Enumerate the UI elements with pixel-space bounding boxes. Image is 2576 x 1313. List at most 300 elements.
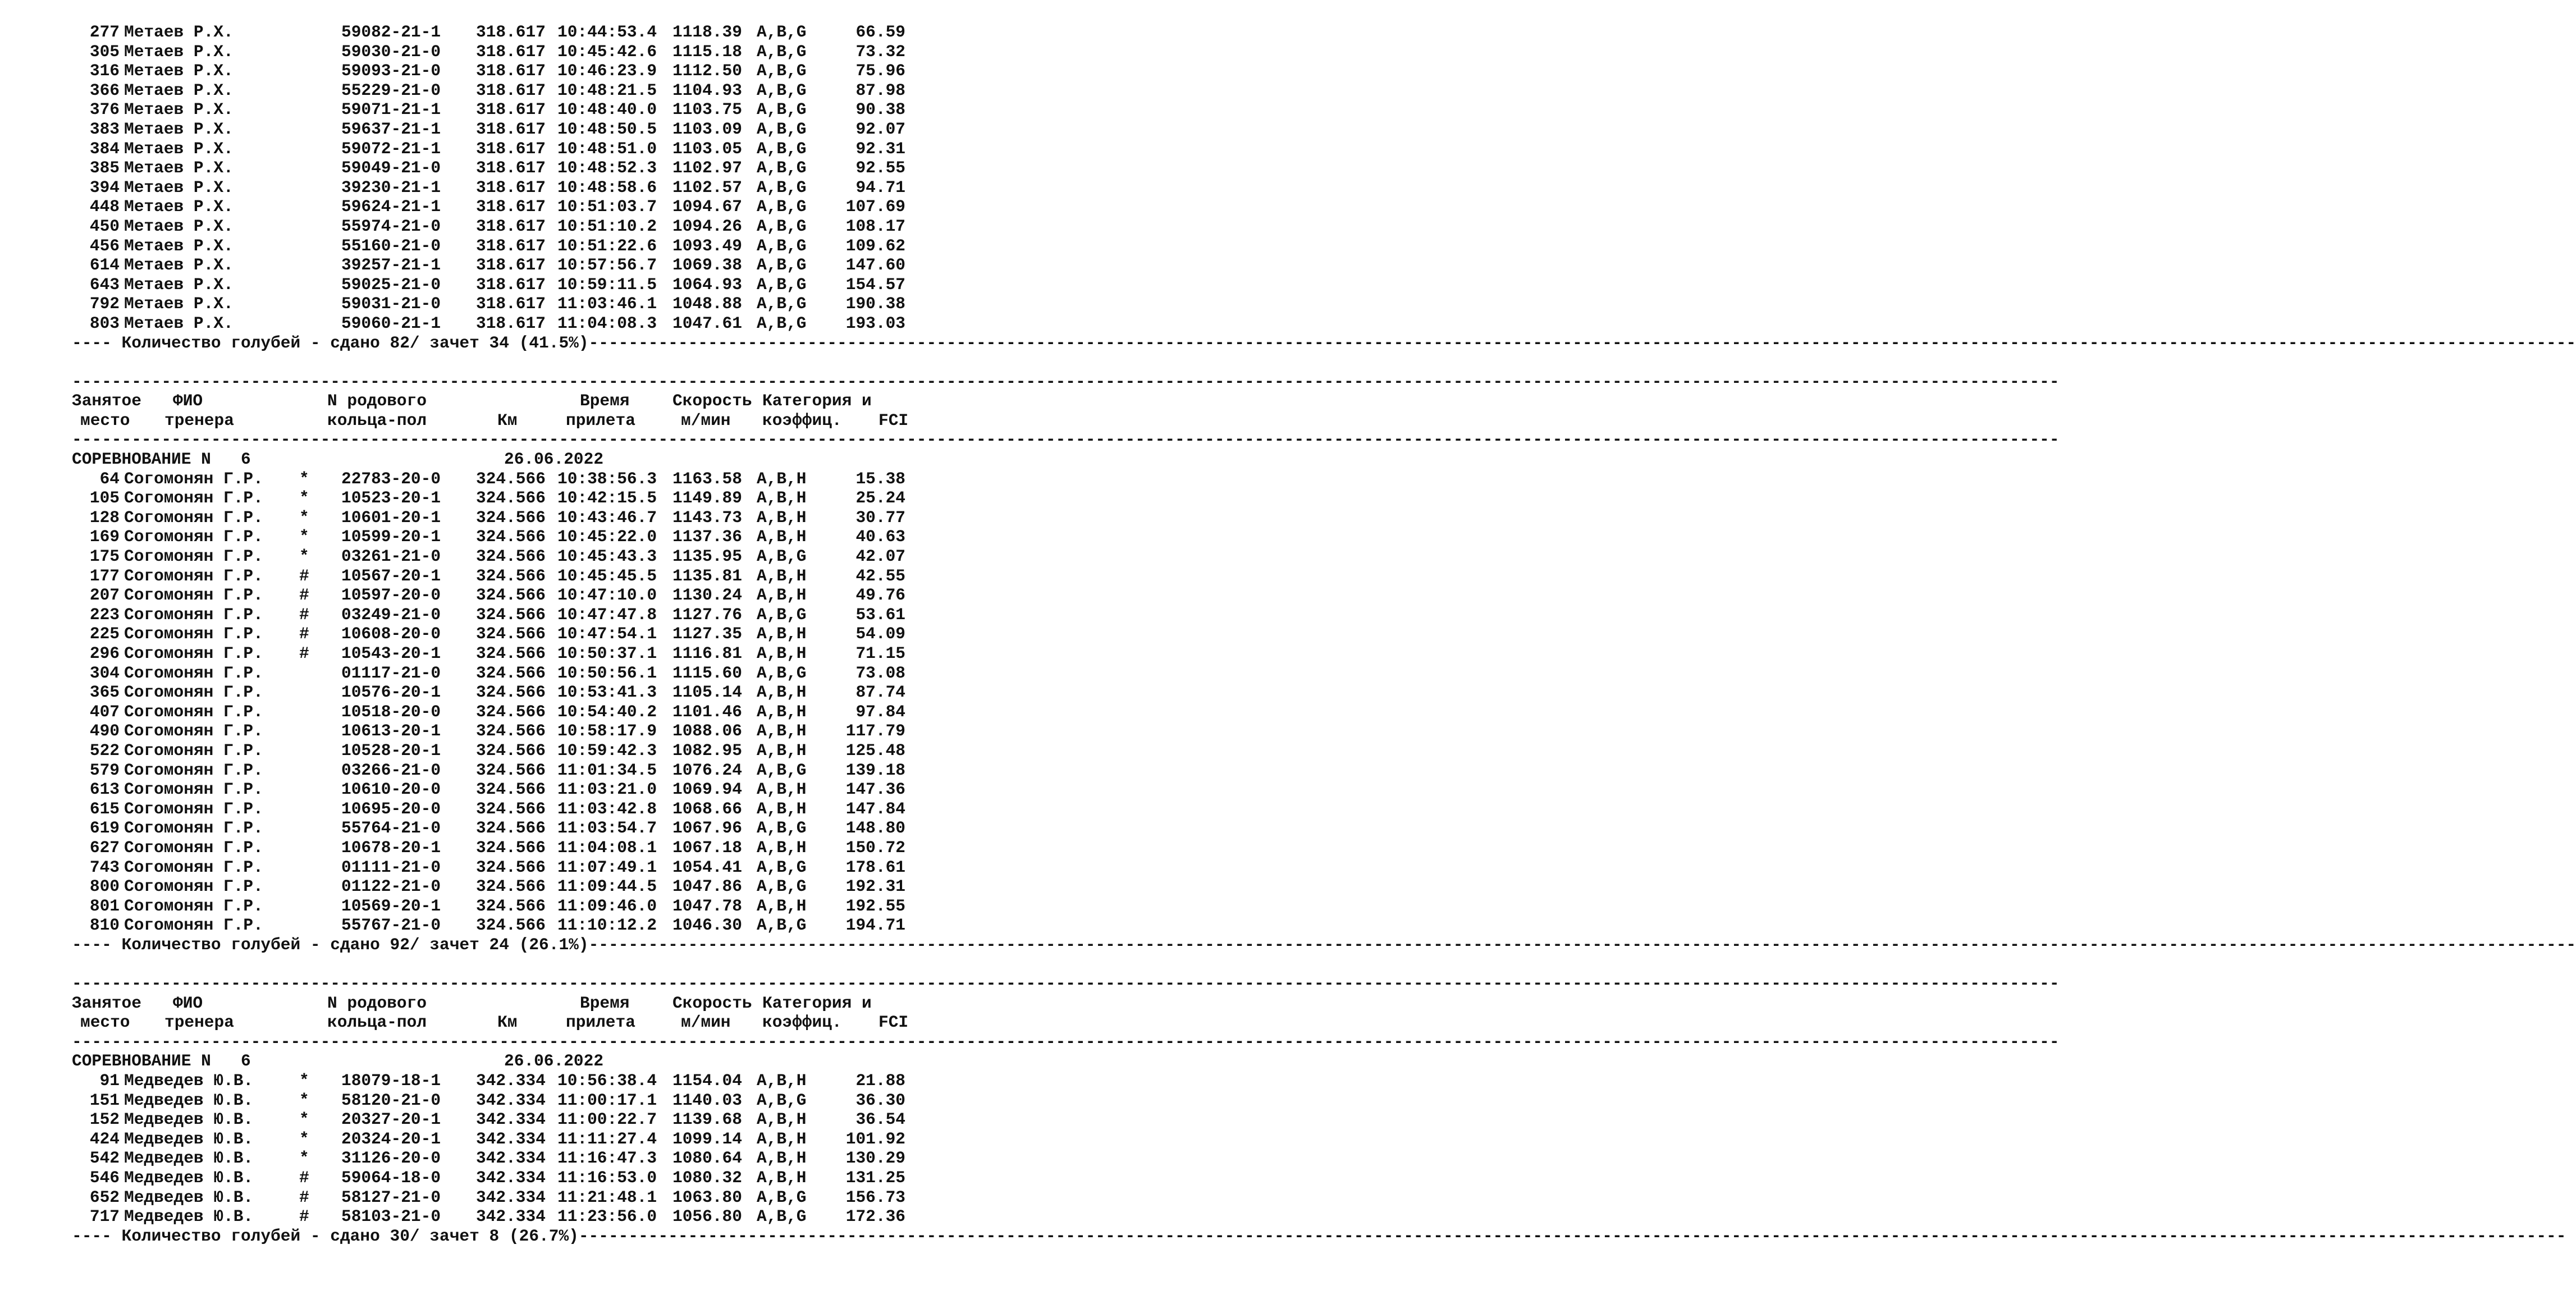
place-cell: 152 xyxy=(89,1110,120,1129)
arrival-time-cell: 10:48:40.0 xyxy=(557,100,657,120)
competition-title: СОРЕВНОВАНИЕ N 6 xyxy=(72,450,251,469)
fci-cell: 15.38 xyxy=(855,469,905,488)
trainer-cell: Согомонян Г.Р. xyxy=(124,799,263,818)
blank-line xyxy=(72,955,914,975)
place-cell: 579 xyxy=(89,760,120,780)
table-row xyxy=(72,683,914,702)
table-row xyxy=(72,1188,914,1207)
fci-cell: 147.36 xyxy=(845,780,905,799)
speed-cell: 1135.95 xyxy=(672,547,742,566)
speed-cell: 1067.96 xyxy=(672,818,742,838)
place-cell: 424 xyxy=(89,1129,120,1149)
place-cell: 800 xyxy=(89,877,120,896)
mark-cell: * xyxy=(299,1090,309,1110)
trainer-cell: Согомонян Г.Р. xyxy=(124,624,263,644)
arrival-time-cell: 10:53:41.3 xyxy=(557,683,657,702)
speed-cell: 1080.64 xyxy=(672,1149,742,1168)
table-row xyxy=(72,197,914,217)
category-cell: A,B,G xyxy=(757,294,807,314)
trainer-cell: Метаев Р.Х. xyxy=(124,216,234,236)
table-row xyxy=(72,22,914,42)
category-cell: A,B,H xyxy=(757,740,807,760)
trainer-cell: Согомонян Г.Р. xyxy=(124,469,263,488)
place-cell: 542 xyxy=(89,1149,120,1168)
fci-cell: 40.63 xyxy=(855,527,905,547)
mark-cell: * xyxy=(299,1071,309,1091)
fci-cell: 147.84 xyxy=(845,799,905,818)
table-row xyxy=(72,81,914,100)
place-cell: 613 xyxy=(89,780,120,799)
category-cell: A,B,H xyxy=(757,683,807,702)
ring-cell: 58120-21-0 xyxy=(341,1090,441,1110)
ring-cell: 59060-21-1 xyxy=(341,313,441,333)
category-cell: A,B,G xyxy=(757,547,807,566)
fci-cell: 178.61 xyxy=(845,857,905,877)
trainer-cell: Медведев Ю.В. xyxy=(124,1187,254,1207)
fci-cell: 90.38 xyxy=(855,100,905,120)
fci-cell: 73.32 xyxy=(855,42,905,61)
fci-cell: 92.31 xyxy=(855,139,905,158)
ring-cell: 10518-20-0 xyxy=(341,702,441,721)
column-header-label: Занятое xyxy=(72,993,141,1013)
ring-cell: 10528-20-1 xyxy=(341,740,441,760)
distance-cell: 318.617 xyxy=(476,177,546,197)
place-cell: 169 xyxy=(89,527,120,547)
speed-cell: 1094.67 xyxy=(672,197,742,217)
table-row xyxy=(72,644,914,664)
arrival-time-cell: 11:03:42.8 xyxy=(557,799,657,818)
table-row xyxy=(72,158,914,178)
arrival-time-cell: 11:03:21.0 xyxy=(557,780,657,799)
place-cell: 223 xyxy=(89,605,120,624)
arrival-time-cell: 10:50:37.1 xyxy=(557,644,657,663)
column-header-label: ФИО xyxy=(173,391,203,411)
ring-cell: 22783-20-0 xyxy=(341,469,441,488)
trainer-cell: Метаев Р.Х. xyxy=(124,236,234,255)
arrival-time-cell: 11:03:46.1 xyxy=(557,294,657,314)
table-row xyxy=(72,275,914,295)
fci-cell: 192.31 xyxy=(845,877,905,896)
speed-cell: 1080.32 xyxy=(672,1168,742,1188)
distance-cell: 318.617 xyxy=(476,139,546,158)
arrival-time-cell: 11:07:49.1 xyxy=(557,857,657,877)
speed-cell: 1102.97 xyxy=(672,158,742,178)
place-cell: 385 xyxy=(89,158,120,178)
speed-cell: 1056.80 xyxy=(672,1207,742,1227)
table-row xyxy=(72,527,914,547)
table-row xyxy=(72,585,914,605)
category-cell: A,B,G xyxy=(757,857,807,877)
mark-cell: * xyxy=(299,1149,309,1168)
ring-cell: 39230-21-1 xyxy=(341,177,441,197)
separator-line: -------------------------------------------------------------------------------------------------------------------------------------------------------------------------------------------------------- xyxy=(72,974,2060,994)
place-cell: 366 xyxy=(89,80,120,100)
place-cell: 128 xyxy=(89,507,120,527)
category-cell: A,B,H xyxy=(757,566,807,585)
distance-cell: 342.334 xyxy=(476,1071,546,1091)
arrival-time-cell: 10:48:50.5 xyxy=(557,119,657,139)
arrival-time-cell: 10:47:47.8 xyxy=(557,605,657,624)
fci-cell: 54.09 xyxy=(855,624,905,644)
category-cell: A,B,G xyxy=(757,139,807,158)
trainer-cell: Согомонян Г.Р. xyxy=(124,896,263,916)
speed-cell: 1094.26 xyxy=(672,216,742,236)
place-cell: 296 xyxy=(89,644,120,663)
place-cell: 365 xyxy=(89,683,120,702)
arrival-time-cell: 10:51:22.6 xyxy=(557,236,657,255)
table-row xyxy=(72,120,914,139)
distance-cell: 318.617 xyxy=(476,313,546,333)
distance-cell: 342.334 xyxy=(476,1129,546,1149)
distance-cell: 324.566 xyxy=(476,683,546,702)
column-header-label: Время xyxy=(580,993,630,1013)
fci-cell: 92.55 xyxy=(855,158,905,178)
distance-cell: 318.617 xyxy=(476,22,546,42)
trainer-cell: Согомонян Г.Р. xyxy=(124,818,263,838)
speed-cell: 1103.09 xyxy=(672,119,742,139)
trainer-cell: Согомонян Г.Р. xyxy=(124,585,263,605)
table-row xyxy=(72,139,914,159)
speed-cell: 1099.14 xyxy=(672,1129,742,1149)
place-cell: 177 xyxy=(89,566,120,585)
distance-cell: 324.566 xyxy=(476,838,546,857)
arrival-time-cell: 10:38:56.3 xyxy=(557,469,657,488)
mark-cell: # xyxy=(299,1187,309,1207)
fci-cell: 87.74 xyxy=(855,683,905,702)
place-cell: 522 xyxy=(89,740,120,760)
place-cell: 175 xyxy=(89,547,120,566)
arrival-time-cell: 10:51:03.7 xyxy=(557,197,657,217)
ring-cell: 59082-21-1 xyxy=(341,22,441,42)
fci-cell: 42.55 xyxy=(855,566,905,585)
speed-cell: 1047.86 xyxy=(672,877,742,896)
table-row xyxy=(72,255,914,275)
distance-cell: 324.566 xyxy=(476,740,546,760)
distance-cell: 318.617 xyxy=(476,42,546,61)
category-cell: A,B,H xyxy=(757,702,807,721)
column-header-label: N родового xyxy=(327,391,427,411)
ring-cell: 55229-21-0 xyxy=(341,80,441,100)
mark-cell: * xyxy=(299,488,309,508)
ring-cell: 55764-21-0 xyxy=(341,818,441,838)
table-row xyxy=(72,1091,914,1110)
distance-cell: 324.566 xyxy=(476,663,546,683)
place-cell: 151 xyxy=(89,1090,120,1110)
table-row xyxy=(72,624,914,644)
table-row xyxy=(72,488,914,508)
ring-cell: 10601-20-1 xyxy=(341,507,441,527)
fci-cell: 156.73 xyxy=(845,1187,905,1207)
table-row xyxy=(72,100,914,120)
distance-cell: 324.566 xyxy=(476,585,546,605)
place-cell: 225 xyxy=(89,624,120,644)
column-header-label: Категория и xyxy=(762,391,872,411)
place-cell: 627 xyxy=(89,838,120,857)
category-cell: A,B,H xyxy=(757,585,807,605)
category-cell: A,B,G xyxy=(757,255,807,275)
column-header-label: FCI xyxy=(879,1013,909,1032)
category-cell: A,B,G xyxy=(757,663,807,683)
column-header-label: тренера xyxy=(164,1013,234,1032)
category-cell: A,B,G xyxy=(757,877,807,896)
category-cell: A,B,G xyxy=(757,216,807,236)
ring-cell: 58103-21-0 xyxy=(341,1207,441,1227)
category-cell: A,B,G xyxy=(757,100,807,120)
ring-cell: 59071-21-1 xyxy=(341,100,441,120)
category-cell: A,B,H xyxy=(757,1071,807,1091)
speed-cell: 1127.76 xyxy=(672,605,742,624)
place-cell: 304 xyxy=(89,663,120,683)
mark-cell: # xyxy=(299,585,309,605)
arrival-time-cell: 11:21:48.1 xyxy=(557,1187,657,1207)
place-cell: 792 xyxy=(89,294,120,314)
table-row xyxy=(72,1071,914,1091)
mark-cell: # xyxy=(299,605,309,624)
distance-cell: 324.566 xyxy=(476,488,546,508)
trainer-cell: Согомонян Г.Р. xyxy=(124,507,263,527)
distance-cell: 318.617 xyxy=(476,236,546,255)
arrival-time-cell: 10:58:17.9 xyxy=(557,721,657,741)
trainer-cell: Метаев Р.Х. xyxy=(124,294,234,314)
blank-line xyxy=(72,353,914,372)
category-cell: A,B,G xyxy=(757,197,807,217)
trainer-cell: Согомонян Г.Р. xyxy=(124,740,263,760)
speed-cell: 1105.14 xyxy=(672,683,742,702)
column-header-row-2 xyxy=(72,411,914,431)
table-row xyxy=(72,721,914,741)
trainer-cell: Медведев Ю.В. xyxy=(124,1207,254,1227)
speed-cell: 1069.38 xyxy=(672,255,742,275)
category-cell: A,B,H xyxy=(757,721,807,741)
table-row xyxy=(72,236,914,256)
category-cell: A,B,G xyxy=(757,177,807,197)
column-header-label: место xyxy=(80,1013,130,1032)
table-row xyxy=(72,61,914,81)
speed-cell: 1068.66 xyxy=(672,799,742,818)
arrival-time-cell: 10:48:21.5 xyxy=(557,80,657,100)
fci-cell: 139.18 xyxy=(845,760,905,780)
place-cell: 743 xyxy=(89,857,120,877)
mark-cell: # xyxy=(299,566,309,585)
competition-date: 26.06.2022 xyxy=(504,1051,604,1071)
table-row xyxy=(72,294,914,314)
speed-cell: 1112.50 xyxy=(672,61,742,81)
category-cell: A,B,H xyxy=(757,799,807,818)
speed-cell: 1115.18 xyxy=(672,42,742,61)
mark-cell: * xyxy=(299,547,309,566)
fci-cell: 25.24 xyxy=(855,488,905,508)
trainer-cell: Согомонян Г.Р. xyxy=(124,780,263,799)
place-cell: 316 xyxy=(89,61,120,81)
category-cell: A,B,H xyxy=(757,1149,807,1168)
table-row xyxy=(72,858,914,877)
ring-cell: 59637-21-1 xyxy=(341,119,441,139)
trainer-cell: Метаев Р.Х. xyxy=(124,42,234,61)
table-row xyxy=(72,664,914,683)
speed-cell: 1115.60 xyxy=(672,663,742,683)
mark-cell: * xyxy=(299,1110,309,1129)
ring-cell: 10613-20-1 xyxy=(341,721,441,741)
category-cell: A,B,G xyxy=(757,119,807,139)
distance-cell: 324.566 xyxy=(476,605,546,624)
arrival-time-cell: 11:09:46.0 xyxy=(557,896,657,916)
table-row xyxy=(72,896,914,916)
table-row xyxy=(72,469,914,489)
arrival-time-cell: 10:43:46.7 xyxy=(557,507,657,527)
table-row xyxy=(72,547,914,566)
place-cell: 546 xyxy=(89,1168,120,1188)
column-header-label: Время xyxy=(580,391,630,411)
speed-cell: 1046.30 xyxy=(672,916,742,935)
fci-cell: 131.25 xyxy=(845,1168,905,1188)
distance-cell: 324.566 xyxy=(476,896,546,916)
speed-cell: 1154.04 xyxy=(672,1071,742,1091)
distance-cell: 342.334 xyxy=(476,1149,546,1168)
category-cell: A,B,H xyxy=(757,1168,807,1188)
distance-cell: 324.566 xyxy=(476,760,546,780)
category-cell: A,B,G xyxy=(757,818,807,838)
arrival-time-cell: 11:16:53.0 xyxy=(557,1168,657,1188)
fci-cell: 73.08 xyxy=(855,663,905,683)
distance-cell: 318.617 xyxy=(476,255,546,275)
trainer-cell: Согомонян Г.Р. xyxy=(124,527,263,547)
ring-cell: 10597-20-0 xyxy=(341,585,441,605)
table-row xyxy=(72,741,914,761)
distance-cell: 318.617 xyxy=(476,100,546,120)
trainer-cell: Метаев Р.Х. xyxy=(124,139,234,158)
ring-cell: 10523-20-1 xyxy=(341,488,441,508)
trainer-cell: Согомонян Г.Р. xyxy=(124,877,263,896)
place-cell: 384 xyxy=(89,139,120,158)
ring-cell: 59064-18-0 xyxy=(341,1168,441,1188)
fci-cell: 148.80 xyxy=(845,818,905,838)
distance-cell: 318.617 xyxy=(476,61,546,81)
fci-cell: 147.60 xyxy=(845,255,905,275)
fci-cell: 172.36 xyxy=(845,1207,905,1227)
fci-cell: 107.69 xyxy=(845,197,905,217)
fci-cell: 75.96 xyxy=(855,61,905,81)
ring-cell: 10695-20-0 xyxy=(341,799,441,818)
fci-cell: 109.62 xyxy=(845,236,905,255)
category-cell: A,B,G xyxy=(757,22,807,42)
trainer-cell: Метаев Р.Х. xyxy=(124,61,234,81)
column-header-label: Категория и xyxy=(762,993,872,1013)
competition-date: 26.06.2022 xyxy=(504,450,604,469)
ring-cell: 01111-21-0 xyxy=(341,857,441,877)
trainer-cell: Метаев Р.Х. xyxy=(124,158,234,178)
distance-cell: 324.566 xyxy=(476,780,546,799)
place-cell: 615 xyxy=(89,799,120,818)
mark-cell: # xyxy=(299,1168,309,1188)
ring-cell: 01117-21-0 xyxy=(341,663,441,683)
place-cell: 277 xyxy=(89,22,120,42)
trainer-cell: Метаев Р.Х. xyxy=(124,22,234,42)
distance-cell: 324.566 xyxy=(476,547,546,566)
mark-cell: * xyxy=(299,469,309,488)
arrival-time-cell: 11:04:08.3 xyxy=(557,313,657,333)
table-row xyxy=(72,1110,914,1129)
fci-cell: 92.07 xyxy=(855,119,905,139)
distance-cell: 318.617 xyxy=(476,80,546,100)
fci-cell: 97.84 xyxy=(855,702,905,721)
trainer-cell: Согомонян Г.Р. xyxy=(124,857,263,877)
place-cell: 643 xyxy=(89,275,120,294)
column-header-label: Скорость xyxy=(672,391,752,411)
place-cell: 490 xyxy=(89,721,120,741)
arrival-time-cell: 10:54:40.2 xyxy=(557,702,657,721)
mark-cell: # xyxy=(299,1207,309,1227)
column-header-label: Км xyxy=(497,410,518,430)
speed-cell: 1048.88 xyxy=(672,294,742,314)
summary-text: ---- Количество голубей - сдано 30/ зачет 8 (26.7%) xyxy=(72,1226,579,1246)
distance-cell: 342.334 xyxy=(476,1168,546,1188)
distance-cell: 324.566 xyxy=(476,507,546,527)
table-row xyxy=(72,566,914,586)
arrival-time-cell: 10:45:22.0 xyxy=(557,527,657,547)
distance-cell: 318.617 xyxy=(476,197,546,217)
category-cell: A,B,G xyxy=(757,236,807,255)
fci-cell: 21.88 xyxy=(855,1071,905,1091)
column-header-label: кольца-пол xyxy=(327,1013,427,1032)
ring-cell: 20327-20-1 xyxy=(341,1110,441,1129)
category-cell: A,B,H xyxy=(757,507,807,527)
table-row xyxy=(72,1149,914,1168)
trainer-cell: Согомонян Г.Р. xyxy=(124,547,263,566)
table-row xyxy=(72,1129,914,1149)
arrival-time-cell: 11:04:08.1 xyxy=(557,838,657,857)
ring-cell: 59072-21-1 xyxy=(341,139,441,158)
results-document xyxy=(72,22,2576,1246)
arrival-time-cell: 11:16:47.3 xyxy=(557,1149,657,1168)
ring-cell: 55160-21-0 xyxy=(341,236,441,255)
table-row xyxy=(72,916,914,935)
distance-cell: 342.334 xyxy=(476,1207,546,1227)
speed-cell: 1088.06 xyxy=(672,721,742,741)
category-cell: A,B,G xyxy=(757,158,807,178)
ring-cell: 03249-21-0 xyxy=(341,605,441,624)
speed-cell: 1064.93 xyxy=(672,275,742,294)
fci-cell: 30.77 xyxy=(855,507,905,527)
speed-cell: 1054.41 xyxy=(672,857,742,877)
ring-cell: 59030-21-0 xyxy=(341,42,441,61)
arrival-time-cell: 10:44:53.4 xyxy=(557,22,657,42)
category-cell: A,B,H xyxy=(757,488,807,508)
category-cell: A,B,G xyxy=(757,80,807,100)
distance-cell: 324.566 xyxy=(476,818,546,838)
fci-cell: 66.59 xyxy=(855,22,905,42)
arrival-time-cell: 10:59:42.3 xyxy=(557,740,657,760)
place-cell: 383 xyxy=(89,119,120,139)
column-header-label: коэффиц. xyxy=(762,410,842,430)
ring-cell: 58127-21-0 xyxy=(341,1187,441,1207)
arrival-time-cell: 11:03:54.7 xyxy=(557,818,657,838)
speed-cell: 1047.61 xyxy=(672,313,742,333)
trainer-cell: Согомонян Г.Р. xyxy=(124,721,263,741)
category-cell: A,B,G xyxy=(757,1207,807,1227)
place-cell: 456 xyxy=(89,236,120,255)
arrival-time-cell: 10:47:54.1 xyxy=(557,624,657,644)
section-summary xyxy=(72,1226,2566,1246)
distance-cell: 318.617 xyxy=(476,119,546,139)
category-cell: A,B,H xyxy=(757,896,807,916)
speed-cell: 1143.73 xyxy=(672,507,742,527)
ring-cell: 10569-20-1 xyxy=(341,896,441,916)
arrival-time-cell: 11:01:34.5 xyxy=(557,760,657,780)
fci-cell: 193.03 xyxy=(845,313,905,333)
category-cell: A,B,G xyxy=(757,916,807,935)
trainer-cell: Согомонян Г.Р. xyxy=(124,760,263,780)
ring-cell: 03261-21-0 xyxy=(341,547,441,566)
